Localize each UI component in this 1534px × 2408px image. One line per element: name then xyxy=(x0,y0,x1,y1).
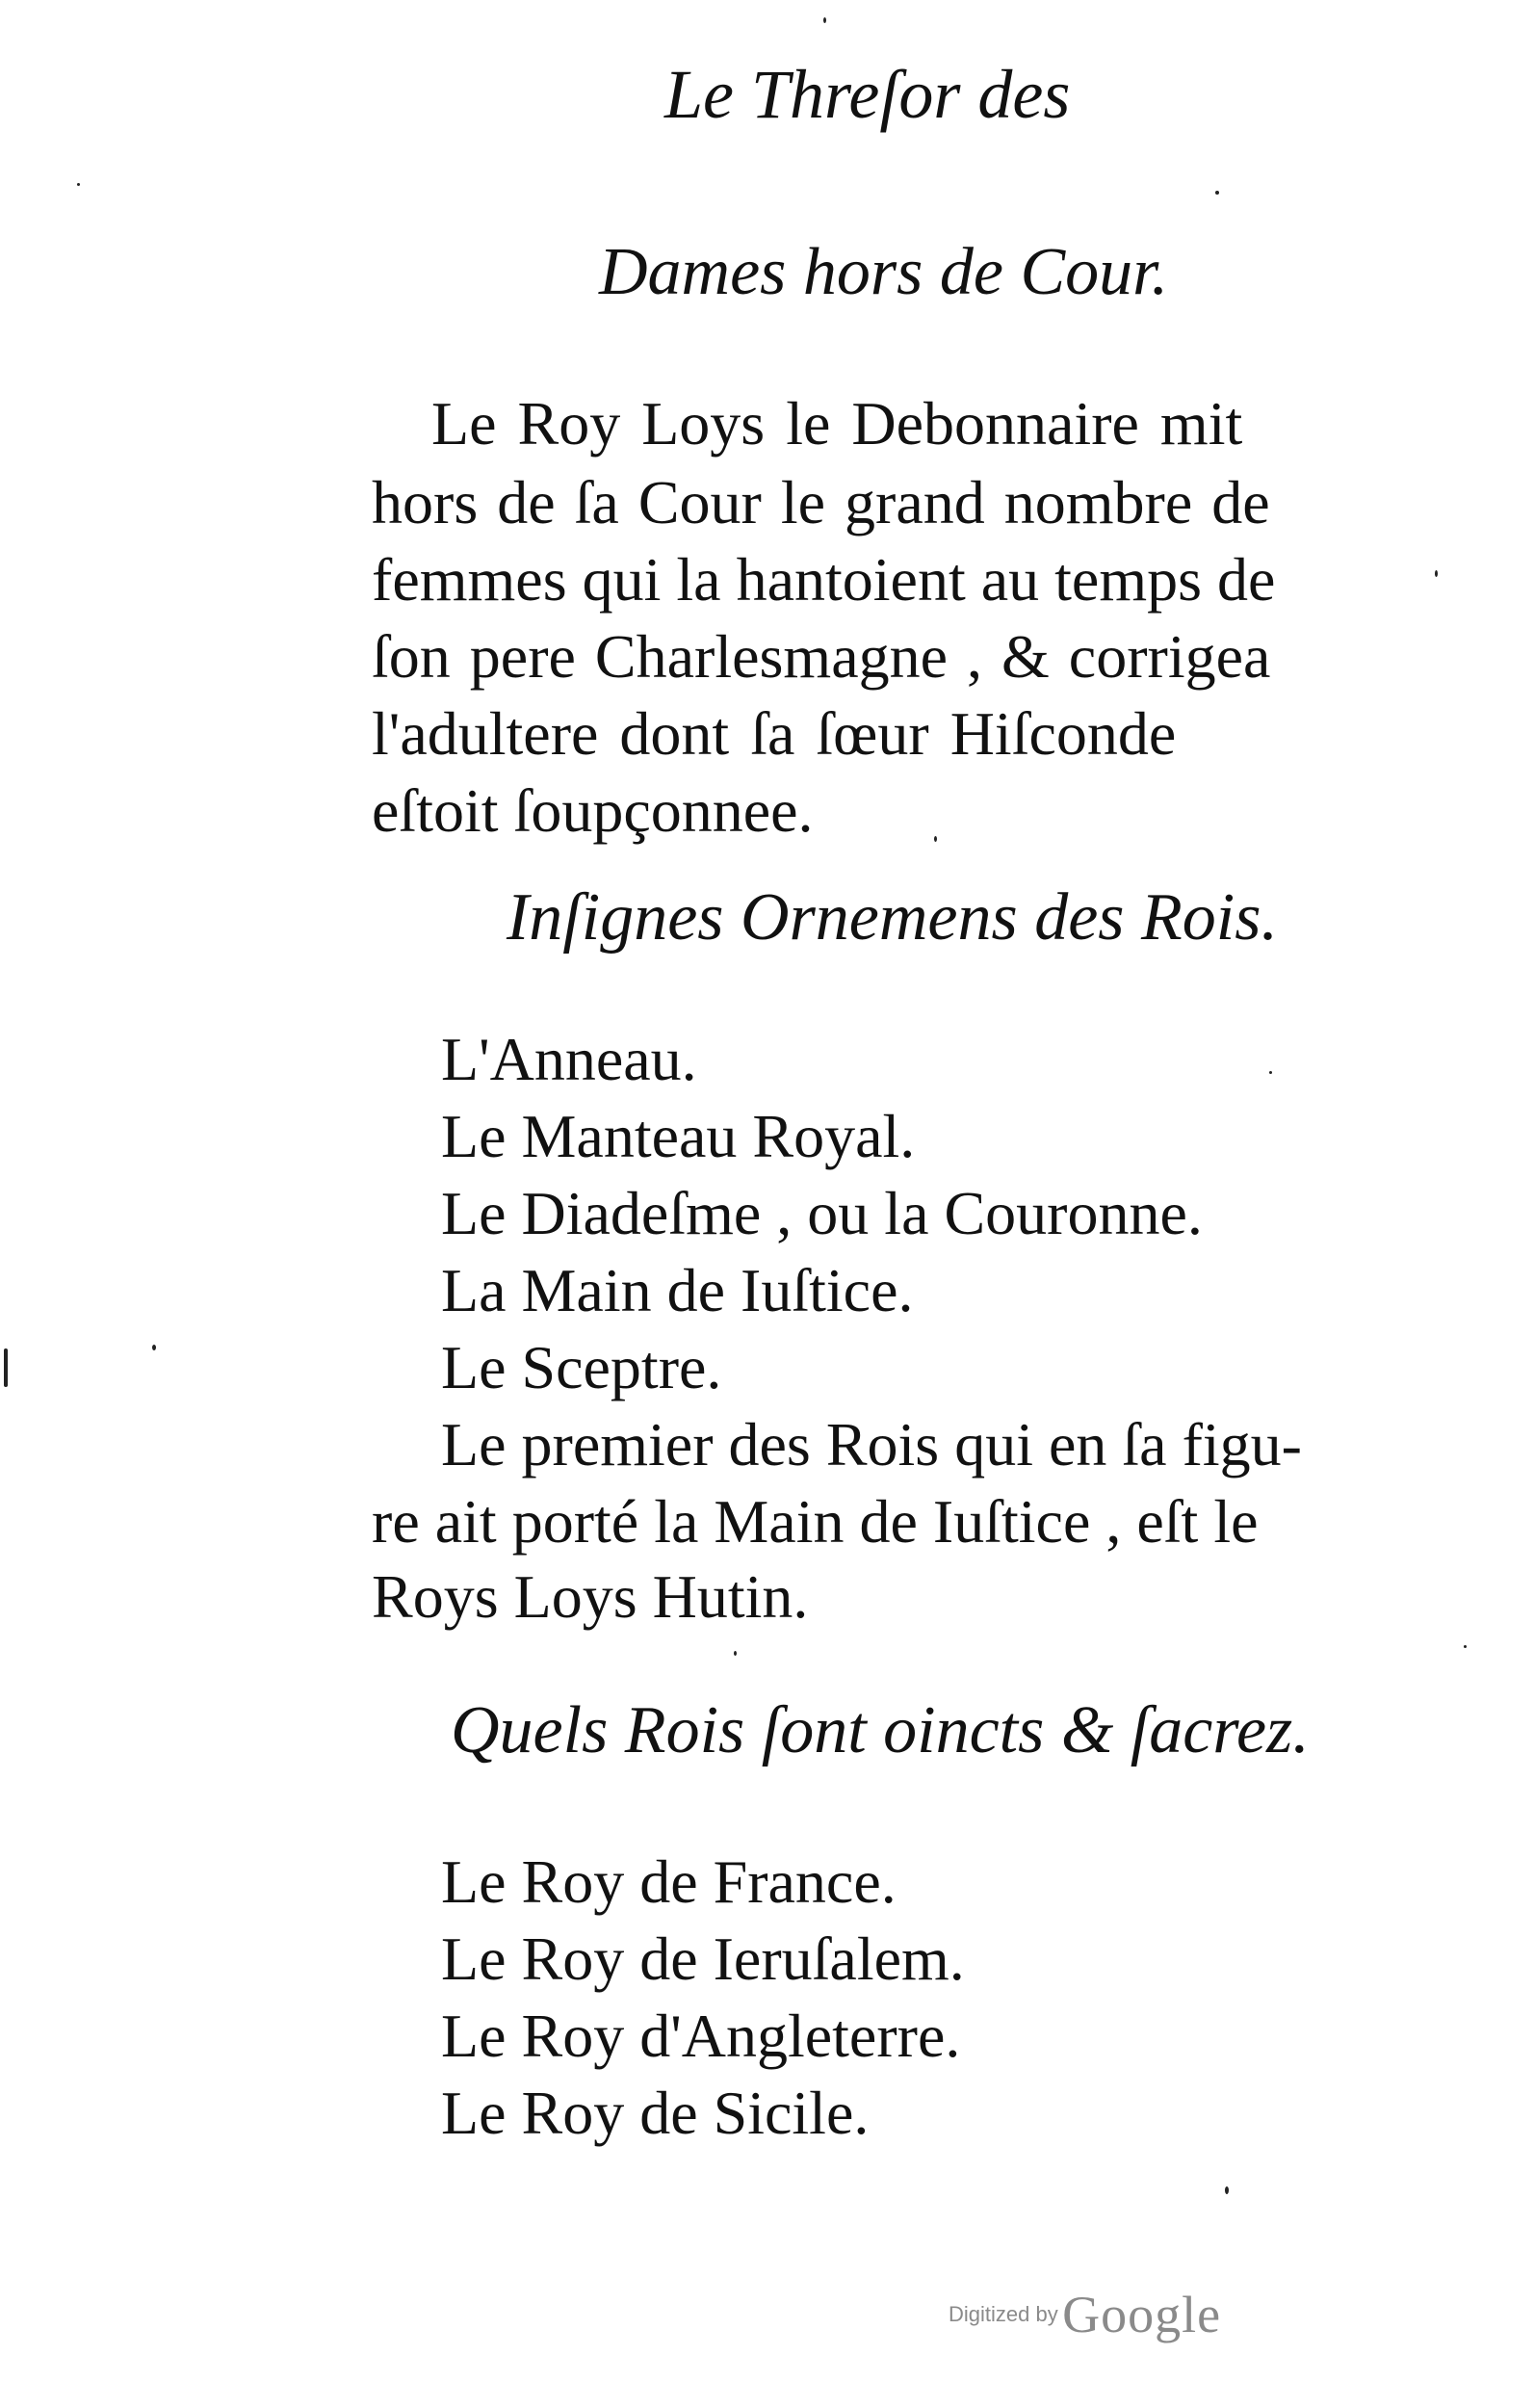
section-heading: Quels Rois ſont oincts & ſacrez. xyxy=(451,1693,1310,1767)
list-item: Le Manteau Royal. xyxy=(441,1102,916,1170)
section-heading: Dames hors de Cour. xyxy=(599,235,1169,309)
print-speck xyxy=(1464,1645,1467,1648)
print-speck xyxy=(734,1651,737,1656)
paragraph-line: Roys Loys Hutin. xyxy=(372,1562,809,1631)
print-speck xyxy=(152,1345,156,1350)
paragraph-line: eſtoit ſoupçonnee. xyxy=(372,776,814,845)
print-speck xyxy=(1269,1071,1272,1074)
print-speck xyxy=(934,836,937,842)
print-speck xyxy=(1215,191,1219,195)
print-speck xyxy=(77,183,80,186)
running-head: Le Threſor des xyxy=(664,56,1071,133)
paragraph-line: re ait porté la Main de Iuſtice , eſt le xyxy=(372,1487,1259,1556)
watermark-prefix: Digitized by xyxy=(949,2302,1058,2326)
list-item: Le Roy de Ieruſalem. xyxy=(441,1924,965,1993)
print-speck xyxy=(1435,570,1438,577)
list-item: La Main de Iuſtice. xyxy=(441,1256,914,1324)
paragraph-line: femmes qui la hantoient au temps de xyxy=(372,545,1276,614)
paragraph-line: hors de ſa Cour le grand nombre de xyxy=(372,468,1270,537)
google-logo: Google xyxy=(1062,2286,1222,2343)
digitized-watermark xyxy=(949,2285,1221,2344)
section-heading: Inſignes Ornemens des Rois. xyxy=(507,880,1279,955)
list-item: Le Diadeſme , ou la Couronne. xyxy=(441,1179,1203,1247)
paragraph-line: ſon pere Charlesmagne , & corrigea xyxy=(372,622,1271,691)
paragraph-line: l'adultere dont ſa ſœur Hiſconde xyxy=(372,699,1177,768)
print-speck xyxy=(1225,2186,1229,2194)
paragraph-line: Le Roy Loys le Debonnaire mit xyxy=(431,389,1243,458)
list-item: Le Roy d'Angleterre. xyxy=(441,2002,961,2070)
list-item: Le Sceptre. xyxy=(441,1333,722,1401)
list-item: L'Anneau. xyxy=(441,1025,697,1093)
list-item: Le Roy de Sicile. xyxy=(441,2079,870,2147)
list-item: Le Roy de France. xyxy=(441,1847,897,1916)
print-speck xyxy=(823,17,826,23)
paragraph-line: Le premier des Rois qui en ſa figu- xyxy=(441,1410,1302,1479)
print-speck xyxy=(4,1348,8,1387)
